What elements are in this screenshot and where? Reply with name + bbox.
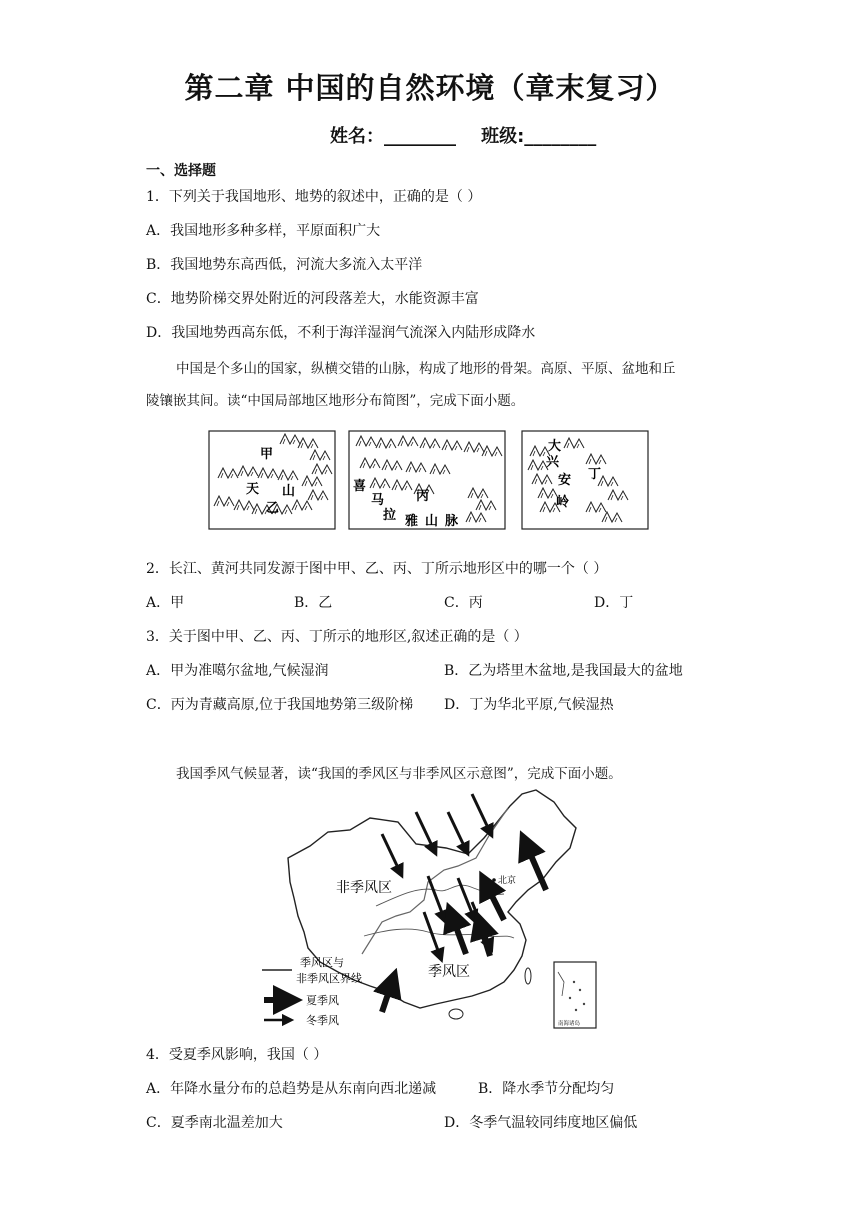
q1-option-c: C．地势阶梯交界处附近的河段落差大，水能资源丰富 [146,291,479,307]
q4-stem: 4．受夏季风影响，我国（ ） [146,1047,328,1063]
q1-stem: 1．下列关于我国地形、地势的叙述中，正确的是（ ） [146,189,482,205]
name-class-line: 姓名：________ 班级:________ [330,126,597,147]
q4-option-d: D．冬季气温较同纬度地区偏低 [444,1115,638,1131]
q1-option-d: D．我国地势西高东低，不利于海洋湿润气流深入内陆形成降水 [146,325,536,341]
q4-option-a: A．年降水量分布的总趋势是从东南向西北递减 [146,1081,437,1097]
label-la: 拉 [383,508,397,523]
hainan-island [449,1009,463,1019]
label-ya: 雅 [405,514,419,529]
label-xi: 喜 [353,479,367,494]
passage2: 我国季风气候显著，读“我国的季风区与非季风区示意图”，完成下面小题。 [176,766,622,782]
label-shan: 山 [282,484,296,499]
label-an: 安 [558,473,572,488]
yangtze-river [364,929,514,938]
q3-option-b: B．乙为塔里木盆地,是我国最大的盆地 [444,663,683,679]
q3-option-d: D．丁为华北平原,气候湿热 [444,697,614,713]
passage1-line1: 中国是个多山的国家，纵横交错的山脉，构成了地形的骨架。高原、平原、盆地和丘 [176,361,676,377]
q2-option-a: A．甲 [146,595,185,611]
q2-option-b: B．乙 [294,595,333,611]
map-legend [262,955,362,1027]
label-shan2: 山 [425,514,439,529]
legend-summer-label: 夏季风 [306,994,339,1007]
monsoon-map [258,786,598,1036]
q3-option-a: A．甲为准噶尔盆地,气候湿润 [146,663,329,679]
q2-stem: 2．长江、黄河共同发源于图中甲、乙、丙、丁所示地形区中的哪一个（ ） [146,561,608,577]
q1-option-b: B．我国地势东高西低，河流大多流入太平洋 [146,257,423,273]
q2-option-d: D．丁 [594,595,634,611]
passage1-line2: 陵镶嵌其间。读“中国局部地区地形分布简图”，完成下面小题。 [146,393,525,409]
label-ling: 岭 [556,495,570,510]
taiwan-island [525,968,531,984]
label-ding: 丁 [588,467,602,482]
q3-option-c: C．丙为青藏高原,位于我国地势第三级阶梯 [146,697,414,713]
legend-boundary-label-2: 非季风区界线 [296,972,362,985]
terrain-box-3 [522,431,648,529]
label-da: 大 [548,439,562,454]
label-ma: 马 [371,493,385,508]
inset-label: 南海诸岛 [558,1021,581,1027]
q4-option-c: C．夏季南北温差加大 [146,1115,283,1131]
q4-option-b: B．降水季节分配均匀 [478,1081,615,1097]
label-yi: 乙 [266,501,280,516]
page-title: 第二章 中国的自然环境（章末复习） [184,71,676,105]
south-china-sea-inset [554,962,596,1028]
label-non-monsoon: 非季风区 [336,880,392,896]
label-jia: 甲 [260,447,274,462]
legend-boundary-label-1: 季风区与 [300,956,344,969]
q1-option-a: A．我国地形多种多样，平原面积广大 [146,223,381,239]
label-beijing: 北京 [498,876,517,886]
section-heading: 一、选择题 [146,163,216,179]
terrain-map [200,428,660,538]
label-tian: 天 [246,482,260,497]
q3-stem: 3．关于图中甲、乙、丙、丁所示的地形区,叙述正确的是（ ） [146,629,528,645]
label-bing: 丙 [416,489,430,504]
winter-monsoon-arrows [382,794,490,956]
beijing-dot [492,878,496,882]
label-monsoon: 季风区 [428,964,470,980]
label-mai: 脉 [445,514,459,529]
label-xing: 兴 [546,455,560,470]
legend-winter-label: 冬季风 [306,1014,339,1027]
q2-option-c: C．丙 [444,595,483,611]
